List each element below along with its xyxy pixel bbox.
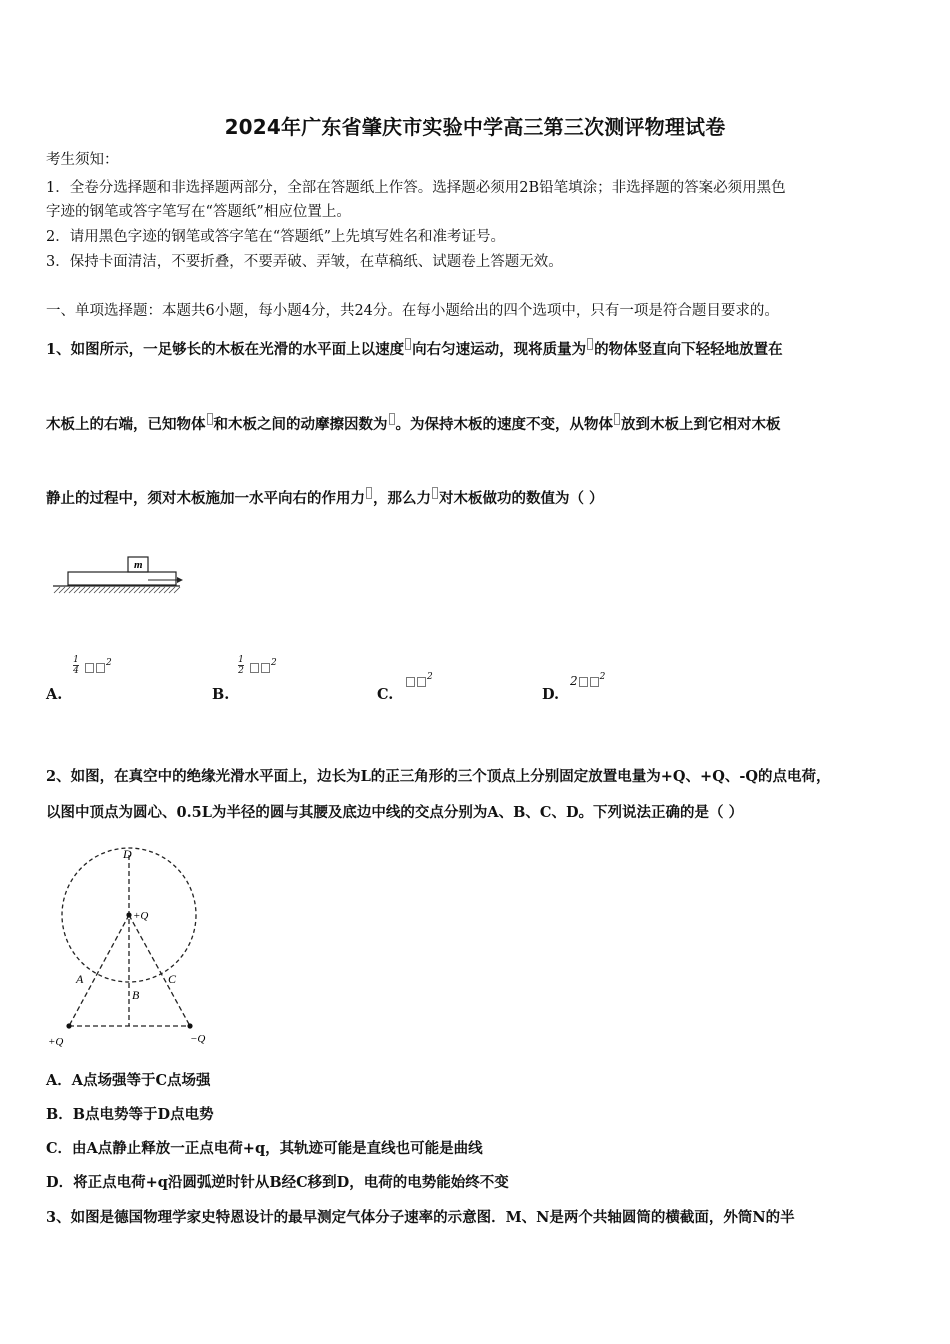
q2-option-d[interactable]: D．将正点电荷+q沿圆弧逆时针从B经C移到D，电荷的电势能始终不变 bbox=[46, 1174, 509, 1191]
charge-bottom-left bbox=[66, 1023, 71, 1028]
placeholder-symbol bbox=[389, 413, 395, 425]
q1-text: 静止的过程中，须对木板施加一水平向右的作用力 bbox=[46, 490, 365, 507]
placeholder-symbol bbox=[432, 487, 438, 499]
q2-line-1: 2、如图，在真空中的绝缘光滑水平面上，边长为L的正三角形的三个顶点上分别固定放置电量为+Q、+Q、-Q的点电荷， bbox=[46, 768, 831, 785]
q2-option-a[interactable]: A．A点场强等于C点场强 bbox=[46, 1072, 211, 1089]
exponent: 2 bbox=[599, 672, 606, 682]
label-bottom-left-charge: +Q bbox=[48, 1036, 64, 1048]
q2-option-c[interactable]: C．由A点静止释放一正点电荷+q，其轨迹可能是直线也可能是曲线 bbox=[46, 1140, 483, 1157]
denominator: 4 bbox=[73, 666, 79, 676]
coefficient: 2 bbox=[570, 674, 578, 688]
q1-line-2 bbox=[46, 413, 781, 435]
q1-option-b-expr bbox=[249, 658, 277, 674]
q1-text: 对木板做功的数值为（ ） bbox=[439, 490, 604, 507]
q1-option-c-label[interactable]: C. bbox=[377, 686, 394, 703]
q2-option-b[interactable]: B．B点电势等于D点电势 bbox=[46, 1106, 214, 1123]
label-bottom-right-charge: −Q bbox=[190, 1033, 206, 1045]
placeholder-symbol bbox=[366, 487, 372, 499]
charge-top bbox=[126, 912, 131, 917]
q1-option-a-fraction bbox=[73, 655, 79, 676]
numerator: 1 bbox=[73, 655, 79, 665]
q1-text: 。为保持木板的速度不变，从物体 bbox=[395, 416, 613, 433]
exponent: 2 bbox=[271, 658, 277, 668]
placeholder-symbol bbox=[207, 413, 213, 425]
notice-item: 2．请用黑色字迹的钢笔或答字笔在“答题纸”上先填写姓名和准考证号。 bbox=[46, 229, 506, 245]
exponent: 2 bbox=[427, 672, 433, 682]
notice-item: 3．保持卡面清洁，不要折叠，不要弄破、弄皱，在草稿纸、试题卷上答题无效。 bbox=[46, 254, 563, 270]
q2-line-2: 以图中顶点为圆心、0.5L为半径的圆与其腰及底边中线的交点分别为A、B、C、D。下列说法正确的是（ ） bbox=[46, 804, 744, 821]
label-d: D bbox=[123, 847, 132, 861]
placeholder-symbol bbox=[405, 338, 411, 350]
notice-item: 1．全卷分选择题和非选择题两部分，全部在答题纸上作答。选择题必须用2B铅笔填涂；非选择题的答案必须用黑色 bbox=[46, 180, 786, 196]
charge-bottom-right bbox=[187, 1023, 192, 1028]
exponent: 2 bbox=[106, 658, 112, 668]
mass-label: m bbox=[134, 559, 143, 571]
q1-text: 和木板之间的动摩擦因数为 bbox=[213, 416, 388, 433]
q3-line-1: 3、如图是德国物理学家史特恩设计的最早测定气体分子速率的示意图．M、N是两个共轴圆筒的横截面，外筒N的半 bbox=[46, 1209, 795, 1226]
denominator: 2 bbox=[238, 666, 244, 676]
q1-text: 木板上的右端，已知物体 bbox=[46, 416, 206, 433]
notice-heading: 考生须知： bbox=[46, 152, 119, 168]
ground-hatch bbox=[54, 587, 180, 593]
q1-option-b-label[interactable]: B. bbox=[212, 686, 230, 703]
q1-text: 的物体竖直向下轻轻地放置在 bbox=[594, 341, 783, 358]
right-side bbox=[129, 915, 190, 1026]
q1-option-a-expr bbox=[84, 658, 112, 674]
q1-option-a-label[interactable]: A. bbox=[46, 686, 63, 703]
q1-text: ，那么力 bbox=[373, 490, 431, 507]
notice-item: 字迹的钢笔或答字笔写在“答题纸”相应位置上。 bbox=[46, 204, 351, 220]
arrow-head bbox=[177, 577, 183, 583]
q1-option-d-expr bbox=[570, 672, 605, 688]
q1-option-d-label[interactable]: D. bbox=[542, 686, 560, 703]
label-b: B bbox=[132, 988, 140, 1002]
q1-option-b-fraction bbox=[238, 655, 244, 676]
q1-figure-board bbox=[50, 552, 185, 600]
placeholder-symbol bbox=[587, 338, 593, 350]
placeholder-symbol bbox=[614, 413, 620, 425]
label-c: C bbox=[168, 972, 177, 986]
left-side bbox=[69, 915, 129, 1026]
q1-line-1 bbox=[46, 338, 783, 360]
label-top-charge: +Q bbox=[133, 910, 149, 922]
q2-figure-triangle-circle bbox=[44, 843, 224, 1053]
q1-text: 1、如图所示，一足够长的木板在光滑的水平面上以速度 bbox=[46, 341, 405, 358]
section-heading: 一、单项选择题：本题共6小题，每小题4分，共24分。在每小题给出的四个选项中，只有一项是符合题目要求的。 bbox=[46, 303, 779, 319]
q1-text: 放到木板上到它相对木板 bbox=[621, 416, 781, 433]
board bbox=[68, 572, 176, 585]
numerator: 1 bbox=[238, 655, 244, 665]
q1-text: 向右匀速运动，现将质量为 bbox=[412, 341, 587, 358]
label-a: A bbox=[76, 972, 84, 986]
q1-option-c-expr bbox=[405, 672, 433, 688]
q1-line-3 bbox=[46, 487, 604, 509]
page-title: 2024年广东省肇庆市实验中学高三第三次测评物理试卷 bbox=[224, 115, 726, 139]
